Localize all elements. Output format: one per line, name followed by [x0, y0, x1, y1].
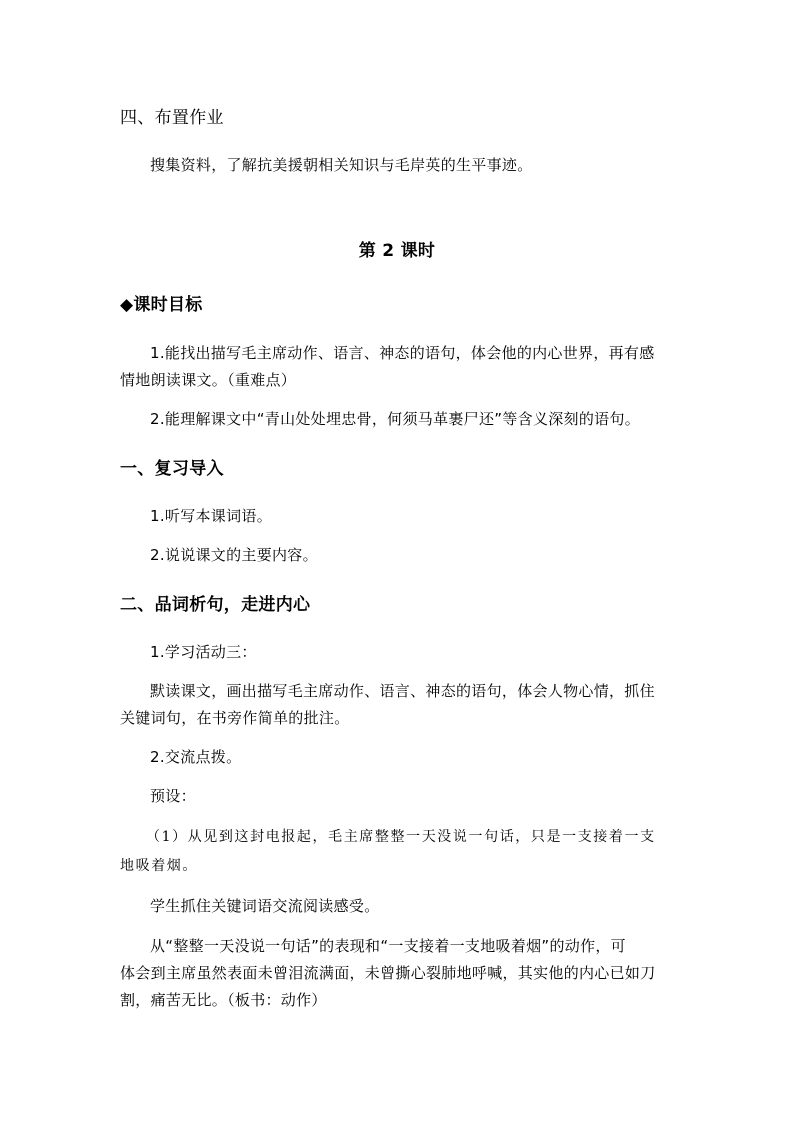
homework-text: 搜集资料，了解抗美援朝相关知识与毛岸英的生平事迹。: [150, 156, 533, 174]
goal-1-line-2: 情地朗读课文。（重难点）: [120, 371, 297, 389]
quote-line-2: 地吸着烟。: [120, 858, 198, 874]
goal-1-line-1: 1.能找出描写毛主席动作、语言、神态的语句，体会他的内心世界，再有感: [150, 344, 655, 362]
homework-heading: 四、布置作业: [120, 108, 224, 128]
paragraph-2-line-1: 从“整整一天没说一句话”的表现和“一支接着一支地吸着烟”的动作，可: [150, 937, 626, 955]
activity-line-2: 关键词句，在书旁作简单的批注。: [120, 709, 350, 727]
analysis-heading: 二、品词析句，走进内心: [120, 595, 311, 615]
paragraph-2-line-3: 割，痛苦无比。（板书：动作）: [120, 991, 327, 1009]
goals-heading: ◆课时目标: [120, 295, 203, 315]
analysis-item-2: 2.交流点拨。: [150, 748, 242, 766]
paragraph-2-line-2: 体会到主席虽然表面未曾泪流满面，未曾撕心裂肺地呼喊，其实他的内心已如刀: [120, 964, 656, 982]
activity-line-1: 默读课文，画出描写毛主席动作、语言、神态的语句，体会人物心情，抓住: [150, 682, 655, 700]
quote-line-1: （1）从见到这封电报起，毛主席整整一天没说一句话，只是一支接着一支: [146, 829, 656, 845]
review-item-1: 1.听写本课词语。: [150, 507, 273, 525]
goal-2: 2.能理解课文中“青山处处埋忠骨，何须马革裹尸还”等含义深刻的语句。: [150, 410, 641, 428]
analysis-item-1: 1.学习活动三：: [150, 643, 257, 661]
review-heading: 一、复习导入: [120, 459, 224, 479]
lesson-title: 第 2 课时: [358, 241, 436, 261]
review-item-2: 2.说说课文的主要内容。: [150, 546, 318, 564]
paragraph-1: 学生抓住关键词语交流阅读感受。: [150, 897, 380, 915]
preset-label: 预设：: [150, 787, 196, 805]
